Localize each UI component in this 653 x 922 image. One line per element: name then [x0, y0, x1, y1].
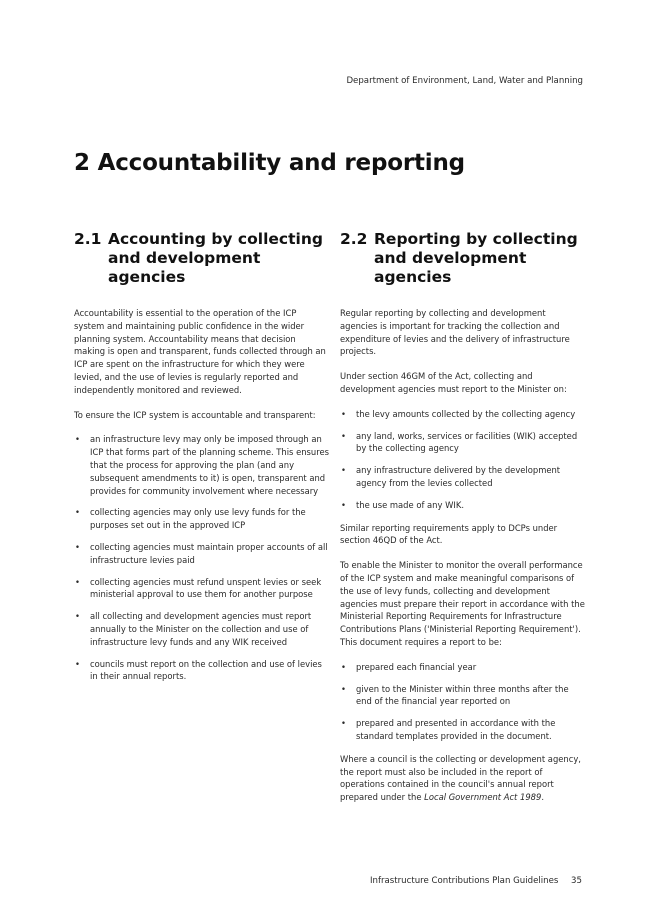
act-title: Local Government Act 1989 [424, 792, 542, 803]
paragraph: Accountability is essential to the operation of the ICP system and maintaining public confidence in the wider planning system. Accountability means that decision making is open and transparent, funds collected through an ICP are spent on the infrastructure for which they were levied, and the use of levies is regularly reported and independently monitored and reviewed. [74, 308, 326, 395]
list-item: • prepared and presented in accordance with the standard templates provided in the document. [341, 718, 556, 741]
paragraph: To ensure the ICP system is accountable and transparent: [74, 409, 316, 420]
paragraph: Under section 46GM of the Act, collecting and development agencies must report to the Minister on: [340, 371, 567, 394]
section-title: Accounting by collecting and development agencies [108, 230, 323, 286]
paragraph: Regular reporting by collecting and development agencies is important for tracking the collection and expenditure of levies and the delivery of infrastructure projects. [340, 308, 570, 357]
list-item: • the use made of any WIK. [341, 499, 465, 510]
list-item: • any infrastructure delivered by the development agency from the levies collected [341, 465, 561, 488]
running-header: Department of Environment, Land, Water and Planning [346, 76, 583, 86]
page-number: 35 [571, 876, 582, 886]
list-item: • all collecting and development agencies must report annually to the Minister on the collection and use of infrastructure levy funds and any WIK received [75, 611, 312, 647]
list-item: • collecting agencies may only use levy funds for the purposes set out in the approved ICP [75, 507, 306, 531]
list-item: • prepared each financial year [341, 661, 477, 672]
running-footer: Infrastructure Contributions Plan Guidelines [370, 876, 559, 886]
section-number: 2.1 [74, 230, 102, 248]
section-2-2-heading [340, 230, 585, 287]
chapter-title: 2 Accountability and reporting [74, 150, 465, 176]
paragraph: To enable the Minister to monitor the overall performance of the ICP system and make meaningful comparisons of the use of levy funds, collecting and development agencies must prepare their report in accordance with the Ministerial Reporting Requirements for Infrastructure Contributions Plans ('Ministerial Reporting Requirement'). This document requires a report to be: [340, 560, 585, 647]
bullet-list [340, 408, 585, 512]
section-2-1 [74, 230, 329, 693]
list-item: • given to the Minister within three months after the end of the financial year reported on [341, 683, 569, 707]
bullet-list [74, 433, 329, 683]
list-item: • the levy amounts collected by the collecting agency [341, 408, 576, 419]
bullet-list [340, 661, 585, 743]
section-2-2 [340, 230, 585, 816]
list-item: • collecting agencies must refund unspent levies or seek ministerial approval to use them for another purpose [75, 576, 322, 600]
section-title: Reporting by collecting and development agencies [374, 230, 578, 286]
section-number: 2.2 [340, 230, 368, 248]
list-item: • collecting agencies must maintain proper accounts of all infrastructure levies paid [75, 541, 328, 565]
list-item: • any land, works, services or facilities (WIK) accepted by the collecting agency [341, 430, 578, 454]
section-2-1-heading [74, 230, 329, 287]
list-item: • an infrastructure levy may only be imposed through an ICP that forms part of the planning scheme. This ensures that the process for approving the plan (and any subsequent amendments to it) is open, transparent and provides for community involvement where necessary [75, 434, 329, 496]
list-item: • councils must report on the collection and use of levies in their annual reports. [75, 658, 322, 682]
paragraph: Where a council is the collecting or development agency, the report must also be included in the report of operations contained in the council's annual report prepared under the Local Government Act 1989. [340, 753, 581, 803]
paragraph: Similar reporting requirements apply to DCPs under section 46QD of the Act. [340, 522, 558, 546]
